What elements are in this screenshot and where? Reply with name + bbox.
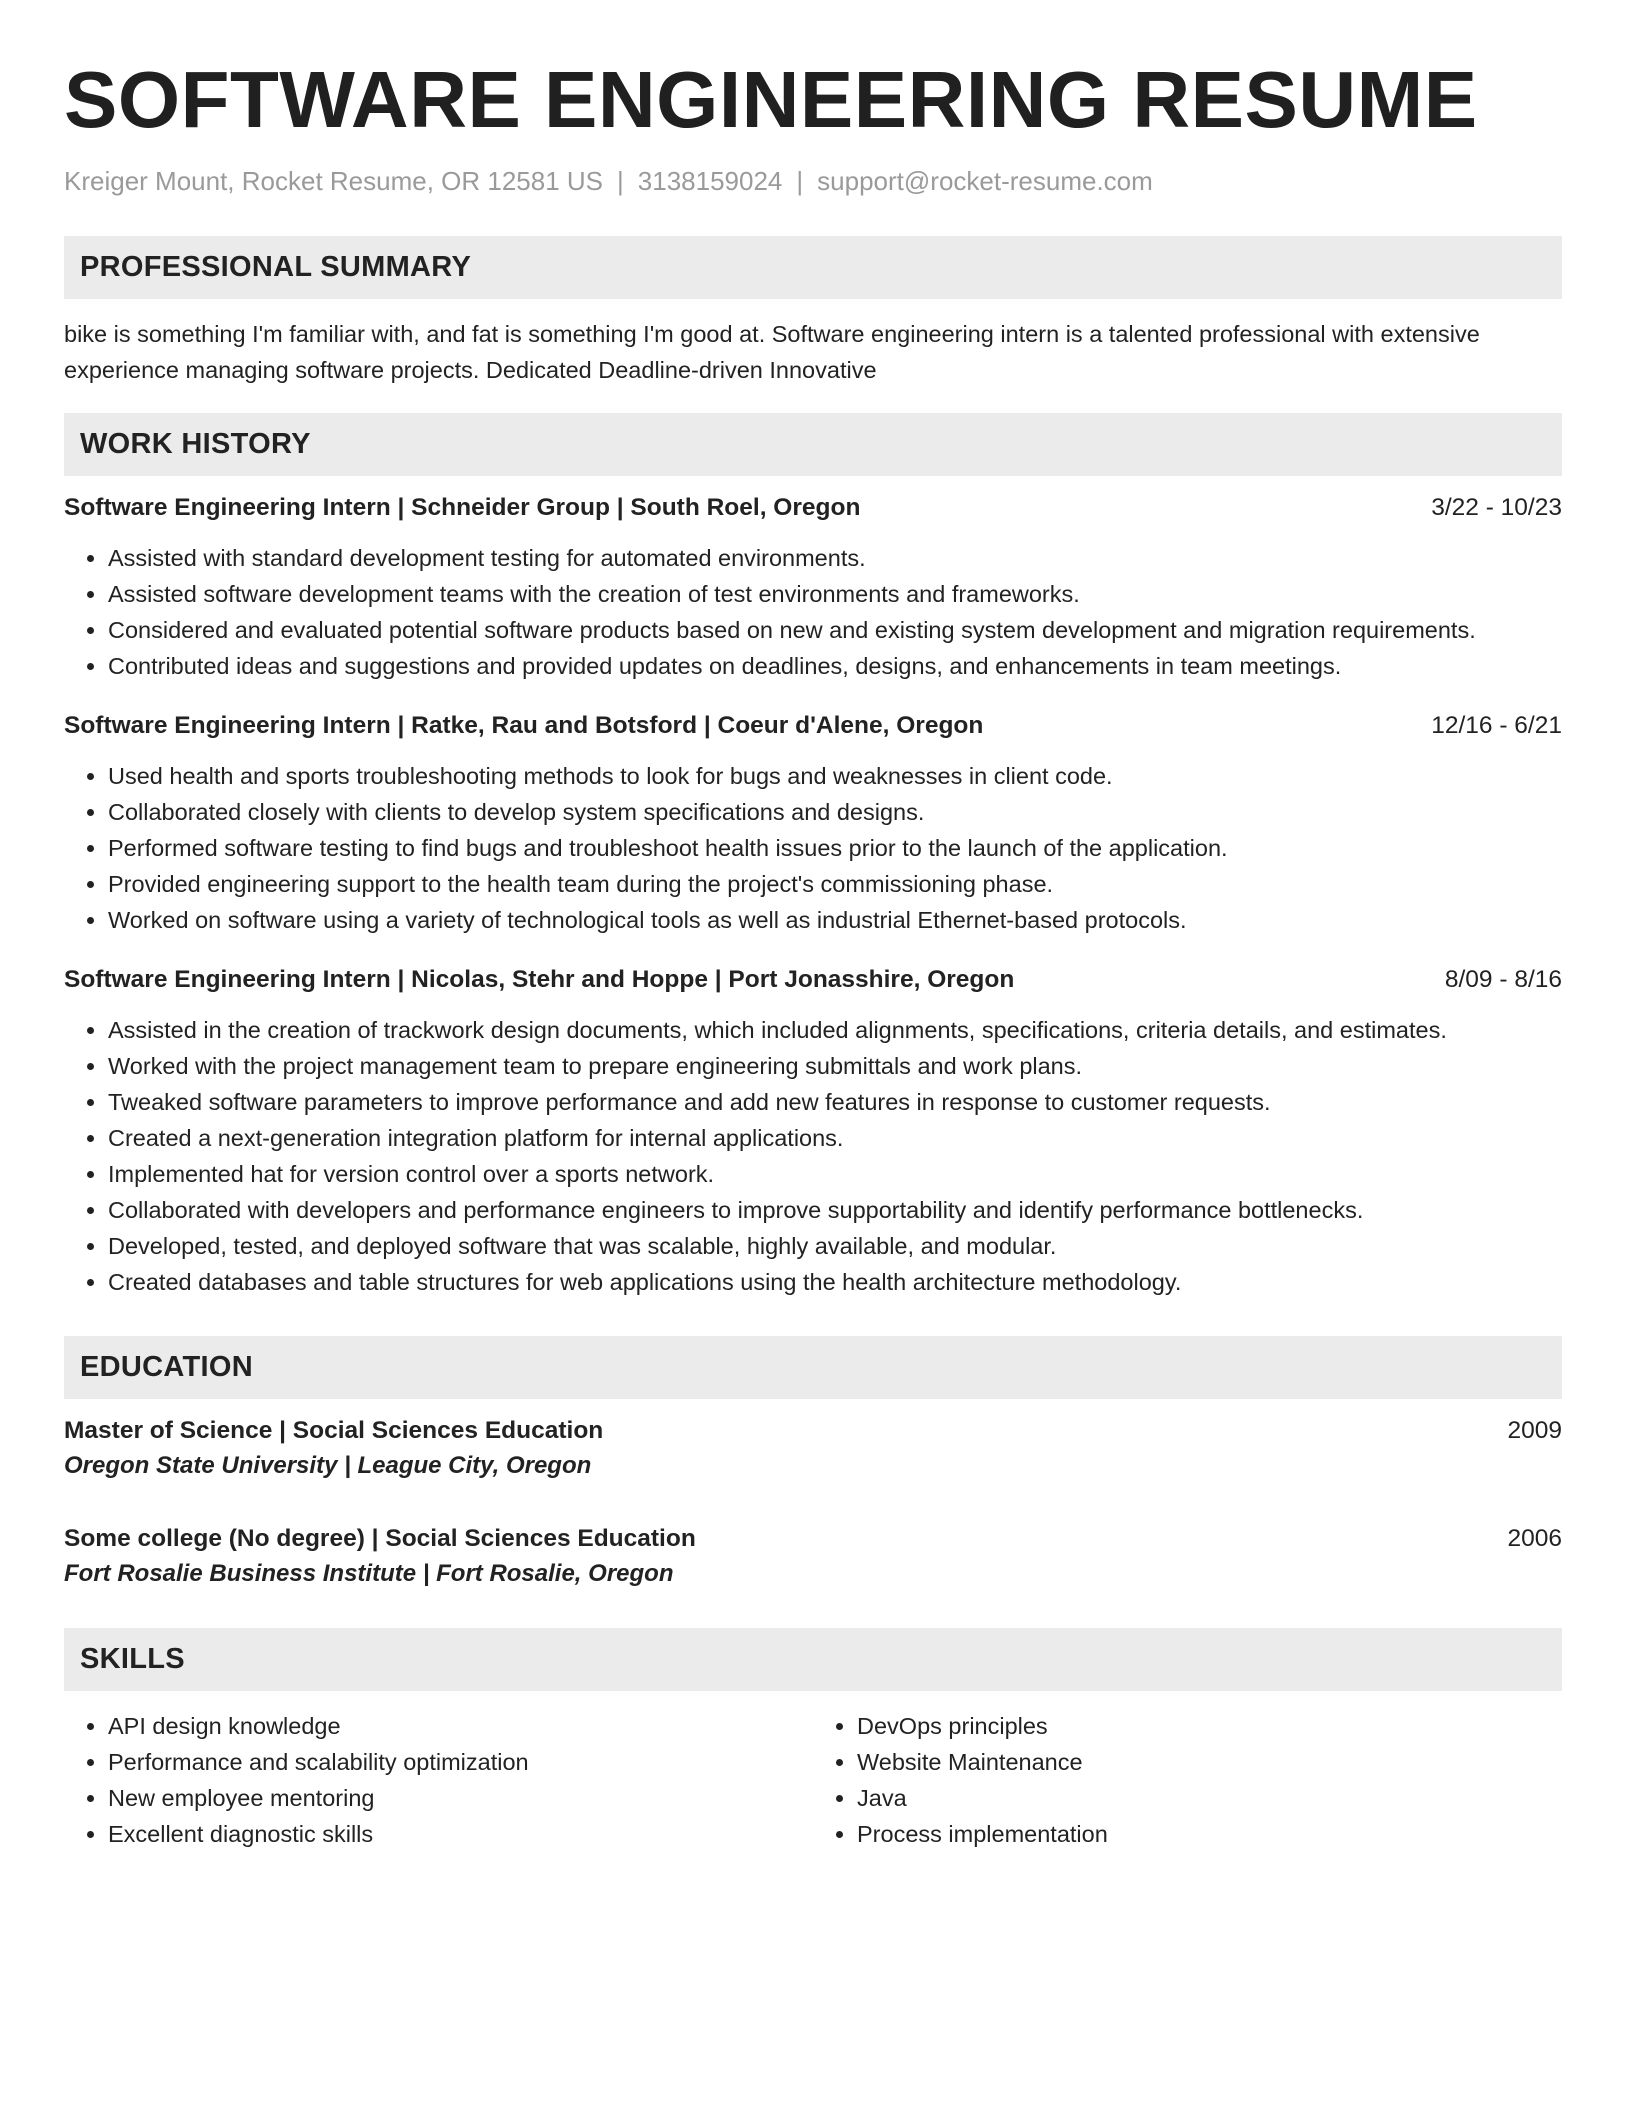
job-header [64,491,1562,525]
skill-item: • Excellent diagnostic skills [108,1816,813,1852]
skill-item: • Process implementation [857,1816,1562,1852]
education-header [64,1522,1562,1556]
job-bullet: • Contributed ideas and suggestions and provided updates on deadlines, designs, and enhancements in team meetings. [108,648,1562,684]
section-heading-summary: PROFESSIONAL SUMMARY [64,236,1562,299]
job-bullet: • Worked on software using a variety of technological tools as well as industrial Ethernet-based protocols. [108,902,1562,938]
job-bullet: • Assisted with standard development testing for automated environments. [108,540,1562,576]
education-year: 2006 [1507,1525,1562,1552]
education-school: Oregon State University | League City, Oregon [64,1452,592,1479]
contact-address: Kreiger Mount, Rocket Resume, OR 12581 US [64,166,604,196]
skills-column-right [813,1708,1562,1852]
job-header [64,709,1562,743]
job-bullets [64,1012,1562,1300]
job-dates: 12/16 - 6/21 [1431,712,1562,739]
section-heading-skills: SKILLS [64,1628,1562,1691]
section-heading-work: WORK HISTORY [64,413,1562,476]
education-degree: Some college (No degree) | Social Sciences Education [64,1525,696,1552]
skills-list [64,1708,1562,1852]
job-bullet: • Implemented hat for version control over a sports network. [108,1156,1562,1192]
job-dates: 8/09 - 8/16 [1444,966,1562,993]
skill-item: • Performance and scalability optimization [108,1744,813,1780]
job-bullet: • Performed software testing to find bugs and troubleshoot health issues prior to the launch of the application. [108,830,1562,866]
contact-line [64,164,1562,198]
skill-item: • Java [857,1780,1562,1816]
job-title: Software Engineering Intern | Nicolas, Stehr and Hoppe | Port Jonasshire, Oregon [64,966,1015,993]
contact-phone: 3138159024 [637,166,783,196]
education-entry [64,1522,1562,1592]
job-bullet: • Provided engineering support to the health team during the project's commissioning phase. [108,866,1562,902]
section-heading-education: EDUCATION [64,1336,1562,1399]
job-entry [64,963,1562,1300]
contact-separator: | [796,166,804,196]
skill-item: • Website Maintenance [857,1744,1562,1780]
job-bullets [64,758,1562,938]
education-school: Fort Rosalie Business Institute | Fort Rosalie, Oregon [64,1560,674,1587]
job-bullet: • Assisted in the creation of trackwork design documents, which included alignments, specifications, criteria details, and estimates. [108,1012,1562,1048]
job-bullet: • Developed, tested, and deployed software that was scalable, highly available, and modular. [108,1228,1562,1264]
skill-item: • API design knowledge [108,1708,813,1744]
resume-title: SOFTWARE ENGINEERING RESUME [64,55,1478,144]
job-bullet: • Considered and evaluated potential software products based on new and existing system development and migration requirements. [108,612,1562,648]
job-bullet: • Used health and sports troubleshooting methods to look for bugs and weaknesses in client code. [108,758,1562,794]
education-degree: Master of Science | Social Sciences Education [64,1417,604,1444]
job-entry [64,491,1562,684]
job-bullet: • Collaborated closely with clients to develop system specifications and designs. [108,794,1562,830]
contact-email: support@rocket-resume.com [817,166,1153,196]
job-bullet: • Assisted software development teams with the creation of test environments and frameworks. [108,576,1562,612]
job-header [64,963,1562,997]
job-title: Software Engineering Intern | Schneider Group | South Roel, Oregon [64,494,861,521]
job-bullet: • Created databases and table structures for web applications using the health architecture methodology. [108,1264,1562,1300]
skill-item: • DevOps principles [857,1708,1562,1744]
job-bullet: • Worked with the project management team to prepare engineering submittals and work plans. [108,1048,1562,1084]
education-header [64,1414,1562,1448]
job-title: Software Engineering Intern | Ratke, Rau and Botsford | Coeur d'Alene, Oregon [64,712,984,739]
summary-text: bike is something I'm familiar with, and fat is something I'm good at. Software engineering intern is a talented professional with extensive experience managing software projects. Dedicated Deadline-driven Innovative [64,321,1480,383]
job-bullet: • Tweaked software parameters to improve performance and add new features in response to customer requests. [108,1084,1562,1120]
job-bullet: • Created a next-generation integration platform for internal applications. [108,1120,1562,1156]
job-bullets [64,540,1562,684]
skill-item: • New employee mentoring [108,1780,813,1816]
contact-separator: | [617,166,624,196]
resume-page [64,0,1562,1852]
education-entry [64,1414,1562,1484]
skills-column-left [64,1708,813,1852]
job-dates: 3/22 - 10/23 [1431,494,1562,521]
job-bullet: • Collaborated with developers and performance engineers to improve supportability and identify performance bottlenecks. [108,1192,1562,1228]
job-entry [64,709,1562,938]
education-year: 2009 [1507,1417,1562,1444]
